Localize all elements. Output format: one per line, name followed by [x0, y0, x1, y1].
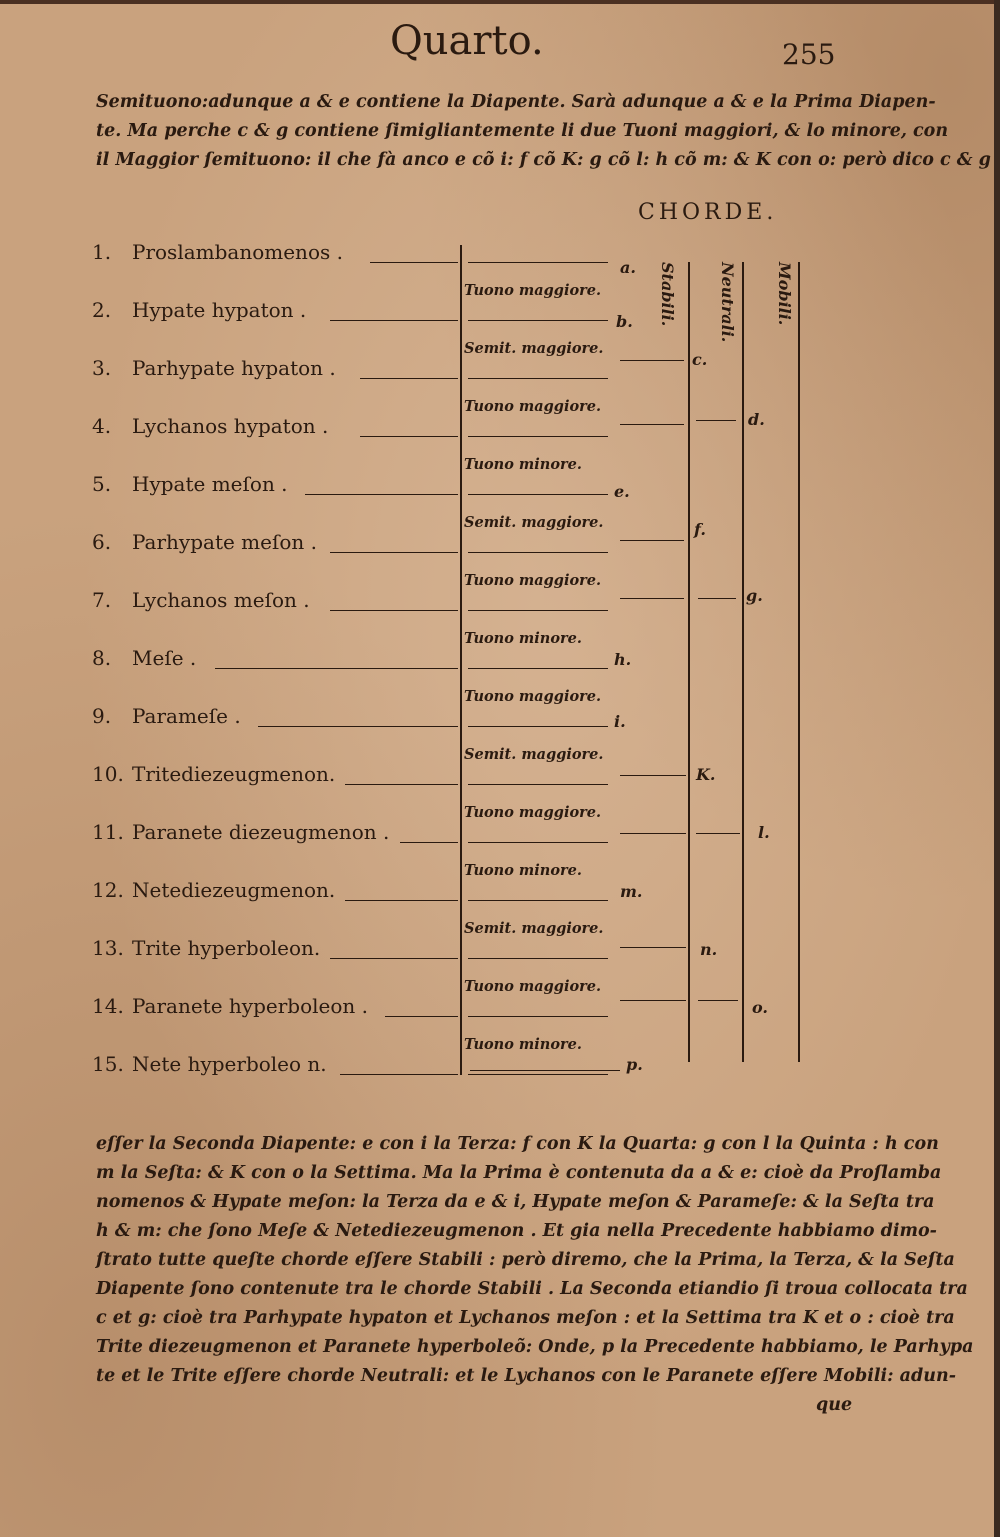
- interval-label: Tuono minore.: [464, 1036, 582, 1053]
- text-line: Diapente ſono contenute tra le chorde Stabili . La Seconda etiandio ſi troua collocata tra: [96, 1279, 968, 1299]
- letter-marker: K.: [696, 765, 716, 784]
- interval-label: Semit. maggiore.: [464, 920, 604, 937]
- letter-marker: h.: [614, 650, 632, 669]
- chord-leader-line: [330, 958, 458, 959]
- interval-label: Tuono maggiore.: [464, 572, 602, 589]
- chord-leader-line: [330, 320, 458, 321]
- chord-row: [92, 414, 462, 454]
- column-dash: [696, 833, 740, 834]
- column-header-mobili: Mobili.: [775, 262, 794, 326]
- interval-label: Tuono minore.: [464, 630, 582, 647]
- text-line: h & m: che ſono Meſe & Netediezeugmenon . Et gia nella Precedente habbiamo dimo-: [96, 1221, 937, 1241]
- page-edge-right: [994, 0, 1000, 1537]
- interval-label: Tuono maggiore.: [464, 398, 602, 415]
- letter-marker: p.: [626, 1055, 643, 1074]
- column-dash: [470, 1070, 620, 1071]
- column-header-stabili: Stabili.: [658, 262, 677, 327]
- chord-name: Parhypate meſon .: [132, 530, 318, 554]
- chord-row: [92, 646, 462, 686]
- chord-row: [92, 1052, 462, 1092]
- chord-row: [92, 936, 462, 976]
- chord-name: Hypate hypaton .: [132, 298, 307, 322]
- chord-name: Parhypate hypaton .: [132, 356, 336, 380]
- chord-number: 15.: [92, 1052, 124, 1076]
- text-line: m la Seſta: & K con o la Settima. Ma la Prima è contenuta da a & e: cioè da Proſlamba: [96, 1163, 942, 1183]
- interval-rule: [468, 436, 608, 437]
- chord-name: Nete hyperboleo n.: [132, 1052, 327, 1076]
- chord-row: [92, 878, 462, 918]
- chord-row: [92, 530, 462, 570]
- text-line: que: [816, 1395, 853, 1415]
- column-dash: [620, 947, 686, 948]
- chord-number: 7.: [92, 588, 112, 612]
- chord-name: Hypate meſon .: [132, 472, 288, 496]
- interval-rule: [468, 378, 608, 379]
- interval-label: Tuono maggiore.: [464, 688, 602, 705]
- letter-marker: b.: [616, 312, 633, 331]
- chord-number: 3.: [92, 356, 112, 380]
- text-line: ſtrato tutte queſte chorde eſſere Stabili : però diremo, che la Prima, la Terza, & la Seſta: [96, 1250, 955, 1270]
- interval-label: Tuono maggiore.: [464, 804, 602, 821]
- page-edge-top: [0, 0, 1000, 4]
- column-dash: [696, 420, 736, 421]
- text-line: il Maggior ſemituono: il che fà anco e cõ i: f cõ K: g cõ l: h cõ m: & K con o: però dico c & g: [96, 150, 991, 170]
- text-line: te. Ma perche c & g contiene ſimigliantemente li due Tuoni maggiori, & lo minore, con: [96, 121, 949, 141]
- paragraph-bottom: [96, 1130, 973, 1420]
- letter-marker: m.: [620, 882, 643, 901]
- interval-rule: [468, 494, 608, 495]
- table-title: CHORDE.: [638, 200, 778, 225]
- chord-name: Paranete diezeugmenon .: [132, 820, 390, 844]
- column-divider-mobili: [798, 262, 800, 1062]
- letter-marker: e.: [614, 482, 630, 501]
- letter-marker: n.: [700, 940, 718, 959]
- chord-name: Lychanos meſon .: [132, 588, 310, 612]
- chord-leader-line: [360, 436, 458, 437]
- column-header-neutrali: Neutrali.: [718, 262, 737, 343]
- interval-label: Tuono maggiore.: [464, 282, 602, 299]
- interval-label: Semit. maggiore.: [464, 340, 604, 357]
- chord-name: Parameſe .: [132, 704, 241, 728]
- interval-label: Semit. maggiore.: [464, 746, 604, 763]
- page-header-title: Quarto.: [390, 18, 544, 64]
- interval-rule: [468, 610, 608, 611]
- column-dash: [620, 833, 686, 834]
- chord-leader-line: [258, 726, 458, 727]
- interval-rule: [468, 900, 608, 901]
- column-divider-stabili: [688, 262, 690, 1062]
- chord-row: [92, 762, 462, 802]
- text-line: nomenos & Hypate meſon: la Terza da e & i, Hypate meſon & Parameſe: & la Seſta tra: [96, 1192, 935, 1212]
- table-divider-left: [460, 245, 462, 1075]
- chord-row: [92, 472, 462, 512]
- chord-name: Proslambanomenos .: [132, 240, 343, 264]
- interval-rule: [468, 842, 608, 843]
- chord-row: [92, 588, 462, 628]
- chord-number: 10.: [92, 762, 124, 786]
- chord-leader-line: [340, 1074, 458, 1075]
- chord-number: 5.: [92, 472, 112, 496]
- chord-row: [92, 240, 462, 280]
- chord-name: Lychanos hypaton .: [132, 414, 329, 438]
- letter-marker: d.: [748, 410, 765, 429]
- chord-leader-line: [345, 900, 458, 901]
- chord-number: 2.: [92, 298, 112, 322]
- column-dash: [698, 598, 736, 599]
- chord-row: [92, 356, 462, 396]
- interval-rule: [468, 552, 608, 553]
- chord-row: [92, 298, 462, 338]
- column-dash: [620, 775, 686, 776]
- chord-number: 12.: [92, 878, 124, 902]
- text-line: c et g: cioè tra Parhypate hypaton et Lychanos meſon : et la Settima tra K et o : cioè tra: [96, 1308, 955, 1328]
- chord-leader-line: [400, 842, 458, 843]
- letter-marker: l.: [758, 823, 770, 842]
- text-line: Trite diezeugmenon et Paranete hyperboleõ: Onde, p la Precedente habbiamo, le Parhypa: [96, 1337, 974, 1357]
- chord-leader-line: [330, 552, 458, 553]
- interval-rule: [468, 668, 608, 669]
- letter-marker: i.: [614, 712, 626, 731]
- chord-name: Paranete hyperboleon .: [132, 994, 369, 1018]
- chord-number: 13.: [92, 936, 124, 960]
- paragraph-top: [96, 88, 991, 175]
- interval-rule: [468, 958, 608, 959]
- text-line: Semituono:adunque a & e contiene la Diapente. Sarà adunque a & e la Prima Diapen-: [96, 92, 936, 112]
- chord-name: Netediezeugmenon.: [132, 878, 336, 902]
- chord-number: 6.: [92, 530, 112, 554]
- chord-number: 8.: [92, 646, 112, 670]
- text-line: eſſer la Seconda Diapente: e con i la Terza: f con K la Quarta: g con l la Quinta : h con: [96, 1134, 939, 1154]
- interval-rule: [468, 726, 608, 727]
- chord-leader-line: [305, 494, 458, 495]
- column-dash: [620, 598, 684, 599]
- interval-rule: [468, 1016, 608, 1017]
- column-dash: [620, 540, 684, 541]
- column-divider-neutrali: [742, 262, 744, 1062]
- interval-rule: [468, 1074, 608, 1075]
- chord-row: [92, 994, 462, 1034]
- chord-row: [92, 820, 462, 860]
- chord-name: Trite hyperboleon.: [132, 936, 321, 960]
- chord-leader-line: [385, 1016, 458, 1017]
- letter-marker: c.: [692, 350, 708, 369]
- column-dash: [698, 1000, 738, 1001]
- interval-rule: [468, 784, 608, 785]
- letter-marker: o.: [752, 998, 768, 1017]
- chord-name: Tritediezeugmenon.: [132, 762, 336, 786]
- interval-label: Tuono minore.: [464, 456, 582, 473]
- chord-leader-line: [215, 668, 458, 669]
- chord-number: 14.: [92, 994, 124, 1018]
- interval-rule: [468, 262, 608, 263]
- chord-number: 9.: [92, 704, 112, 728]
- chord-leader-line: [370, 262, 458, 263]
- column-dash: [620, 1000, 686, 1001]
- chord-leader-line: [330, 610, 458, 611]
- letter-marker: g.: [746, 586, 763, 605]
- interval-label: Semit. maggiore.: [464, 514, 604, 531]
- interval-label: Tuono minore.: [464, 862, 582, 879]
- chord-leader-line: [360, 378, 458, 379]
- chord-number: 4.: [92, 414, 112, 438]
- page-number: 255: [782, 38, 836, 71]
- chord-number: 11.: [92, 820, 124, 844]
- letter-marker: a.: [620, 258, 636, 277]
- chord-leader-line: [345, 784, 458, 785]
- chord-row: [92, 704, 462, 744]
- interval-rule: [468, 320, 608, 321]
- letter-marker: f.: [694, 520, 706, 539]
- interval-label: Tuono maggiore.: [464, 978, 602, 995]
- column-dash: [620, 424, 684, 425]
- chord-name: Meſe .: [132, 646, 197, 670]
- column-dash: [620, 360, 684, 361]
- chord-number: 1.: [92, 240, 112, 264]
- text-line: te et le Trite eſſere chorde Neutrali: et le Lychanos con le Paranete eſſere Mobili: adun-: [96, 1366, 956, 1386]
